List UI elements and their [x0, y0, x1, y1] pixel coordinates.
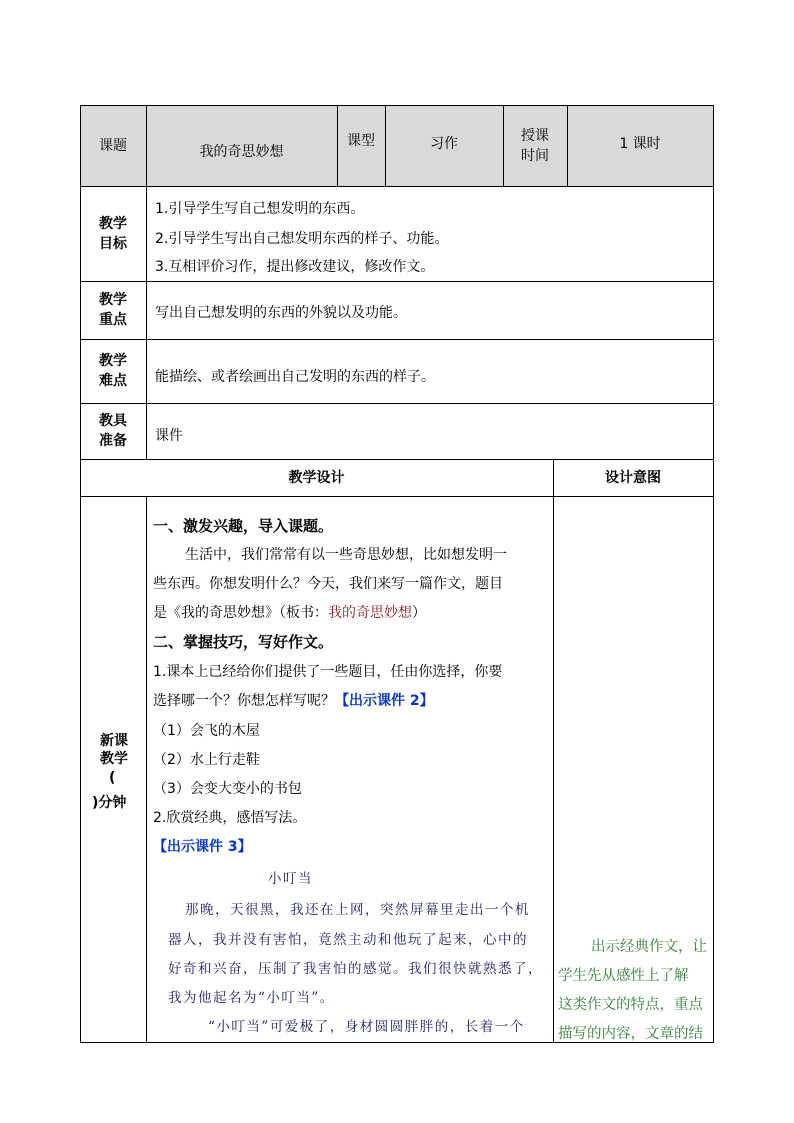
goal-item: 2.引导学生写出自己想发明东西的样子、功能。 — [155, 231, 449, 247]
intent-line: 这类作文的特点，重点 — [558, 997, 703, 1013]
story-line: 器人，我并没有害怕，竟然主动和他玩了起来，心中的 — [168, 932, 528, 948]
text: ） — [412, 605, 426, 621]
type-value: 习作 — [385, 106, 503, 186]
lesson-label: 新课教学 — [100, 733, 128, 767]
table-border — [80, 496, 714, 497]
paragraph-line: 些东西。你想发明什么？今天，我们来写一篇作文，题目 — [153, 576, 503, 592]
tools-text: 课件 — [155, 428, 183, 444]
table-border — [80, 105, 81, 1043]
focus-label: 教学重点 — [99, 292, 127, 328]
section-heading: 二、掌握技巧，写好作文。 — [153, 633, 334, 651]
time-label: 授课时间 — [503, 106, 567, 186]
difficulty-text: 能描绘、或者绘画出自己发明的东西的样子。 — [155, 369, 435, 385]
paragraph-line: 2.欣赏经典，感悟写法。 — [153, 810, 307, 826]
table-border — [146, 105, 147, 459]
table-border — [80, 105, 714, 106]
focus-text: 写出自己想发明的东西的外貌以及功能。 — [155, 305, 407, 321]
table-border — [337, 105, 338, 186]
topic-value: 我的奇思妙想 — [146, 106, 337, 186]
text: 选择哪一个？你想怎样写呢？ — [153, 693, 335, 709]
table-border — [80, 459, 714, 460]
intent-line: 学生先从感性上了解 — [558, 968, 689, 984]
goals-label: 教学目标 — [99, 215, 127, 252]
table-border — [146, 496, 147, 1043]
option-item: （2）水上行走鞋 — [153, 752, 260, 768]
table-border — [553, 459, 554, 1043]
paragraph-line: 1.课本上已经给你们提供了一些题目，任由你选择，你要 — [153, 664, 503, 680]
design-label: 教学设计 — [288, 469, 345, 486]
courseware-tag: 【出示课件 3】 — [153, 839, 252, 855]
difficulty-label: 教学难点 — [99, 353, 127, 389]
table-border — [80, 281, 714, 282]
paragraph-line — [153, 690, 434, 710]
topic-label: 课题 — [80, 106, 146, 186]
courseware-tag: 【出示课件 2】 — [335, 693, 434, 709]
table-border — [80, 186, 714, 187]
text: 是《我的奇思妙想》（板书： — [153, 605, 328, 621]
intent-line: 出示经典作文，让 — [591, 939, 707, 955]
story-line: “小叮当”可爱极了，身材圆圆胖胖的，长着一个 — [208, 1019, 525, 1035]
goal-item: 1.引导学生写自己想发明的东西。 — [155, 201, 365, 217]
board-text: 我的奇思妙想 — [328, 605, 412, 621]
tools-label: 教具准备 — [99, 413, 127, 449]
table-border — [567, 105, 568, 186]
paragraph-line: 生活中，我们常常有以一些奇思妙想，比如想发明一 — [185, 547, 507, 563]
time-value: 1 课时 — [567, 106, 713, 186]
intent-line: 描写的内容，文章的结 — [558, 1026, 703, 1042]
option-item: （1）会飞的木屋 — [153, 723, 260, 739]
goal-item: 3.互相评价习作，提出修改建议，修改作文。 — [155, 259, 435, 275]
table-border — [385, 105, 386, 186]
table-border — [80, 1042, 714, 1043]
story-line: 好奇和兴奋，压制了我害怕的感觉。我们很快就熟悉了， — [168, 961, 543, 977]
intent-label: 设计意图 — [605, 469, 661, 486]
story-line: 那晚，天很黑，我还在上网，突然屏幕里走出一个机 — [185, 902, 530, 918]
story-line: 我为他起名为“小叮当”。 — [168, 990, 335, 1006]
type-label: 课型 — [337, 106, 385, 186]
paragraph-line — [153, 602, 426, 622]
section-heading: 一、激发兴趣，导入课题。 — [153, 517, 334, 535]
lesson-label-paren: ( — [109, 770, 116, 786]
table-border — [80, 403, 714, 404]
table-border — [80, 339, 714, 340]
lesson-label-minutes: )分钟 — [92, 795, 127, 811]
story-title: 小叮当 — [268, 871, 313, 887]
table-border — [503, 105, 504, 186]
table-border — [713, 105, 714, 1043]
option-item: （3）会变大变小的书包 — [153, 781, 302, 797]
